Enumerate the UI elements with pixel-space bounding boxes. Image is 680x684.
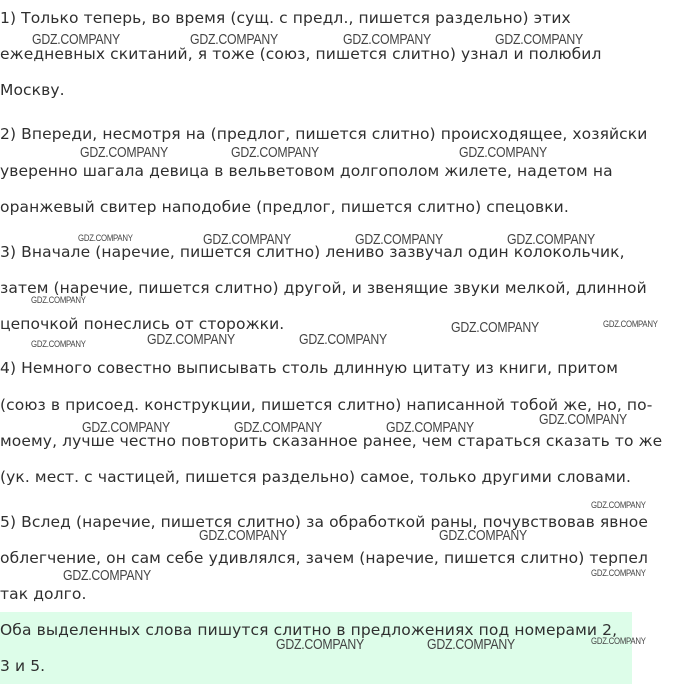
watermark: GDZ.COMPANY <box>82 419 170 436</box>
watermark: GDZ.COMPANY <box>199 527 287 544</box>
paragraph-5-line-3: так долго. <box>0 585 87 603</box>
watermark: GDZ.COMPANY <box>591 500 646 511</box>
watermark: GDZ.COMPANY <box>451 319 539 336</box>
paragraph-2-line-2: уверенно шагала девица в вельветовом долгополом жилете, надетом на <box>0 162 613 180</box>
paragraph-4-line-1: 4) Немного совестно выписывать столь длинную цитату из книги, притом <box>0 359 619 377</box>
watermark: GDZ.COMPANY <box>386 419 474 436</box>
watermark: GDZ.COMPANY <box>439 527 527 544</box>
watermark: GDZ.COMPANY <box>343 31 431 48</box>
watermark: GDZ.COMPANY <box>231 144 319 161</box>
watermark: GDZ.COMPANY <box>78 233 133 244</box>
paragraph-2-line-1: 2) Впереди, несмотря на (предлог, пишется слитно) происходящее, хозяйски <box>0 125 648 143</box>
watermark: GDZ.COMPANY <box>427 636 515 653</box>
watermark: GDZ.COMPANY <box>63 567 151 584</box>
paragraph-2-line-3: оранжевый свитер наподобие (предлог, пишется слитно) спецовки. <box>0 198 569 216</box>
paragraph-4-line-2: (союз в присоед. конструкции, пишется слитно) написанной тобой же, но, по- <box>0 396 653 414</box>
watermark: GDZ.COMPANY <box>190 31 278 48</box>
answer-line-1: Оба выделенных слова пишутся слитно в предложениях под номерами 2, <box>0 621 618 639</box>
paragraph-4-line-4: (ук. мест. с частицей, пишется раздельно) самое, только другими словами. <box>0 468 631 486</box>
paragraph-1-line-2: ежедневных скитаний, я тоже (союз, пишется слитно) узнал и полюбил <box>0 45 602 63</box>
watermark: GDZ.COMPANY <box>591 568 646 579</box>
watermark: GDZ.COMPANY <box>299 331 387 348</box>
answer-line-2: 3 и 5. <box>0 657 46 675</box>
paragraph-3-line-3: цепочкой понеслись от сторожки. <box>0 315 285 333</box>
watermark: GDZ.COMPANY <box>459 144 547 161</box>
watermark: GDZ.COMPANY <box>591 636 646 647</box>
watermark: GDZ.COMPANY <box>603 319 658 330</box>
watermark: GDZ.COMPANY <box>355 231 443 248</box>
watermark: GDZ.COMPANY <box>507 231 595 248</box>
paragraph-3-line-1: 3) Вначале (наречие, пишется слитно) лениво зазвучал один колокольчик, <box>0 243 625 261</box>
paragraph-1-line-3: Москву. <box>0 81 65 99</box>
paragraph-5-line-2: облегчение, он сам себе удивлялся, зачем (наречие, пишется слитно) терпел <box>0 549 648 567</box>
watermark: GDZ.COMPANY <box>31 295 86 306</box>
watermark: GDZ.COMPANY <box>31 339 86 350</box>
watermark: GDZ.COMPANY <box>32 31 120 48</box>
paragraph-3-line-2: затем (наречие, пишется слитно) другой, и звенящие звуки мелкой, длинной <box>0 279 647 297</box>
watermark: GDZ.COMPANY <box>147 331 235 348</box>
watermark: GDZ.COMPANY <box>276 636 364 653</box>
watermark: GDZ.COMPANY <box>234 419 322 436</box>
paragraph-5-line-1: 5) Вслед (наречие, пишется слитно) за обработкой раны, почувствовав явное <box>0 513 648 531</box>
watermark: GDZ.COMPANY <box>203 231 291 248</box>
paragraph-1-line-1: 1) Только теперь, во время (сущ. с предл., пишется раздельно) этих <box>0 9 571 27</box>
watermark: GDZ.COMPANY <box>539 411 627 428</box>
watermark: GDZ.COMPANY <box>495 31 583 48</box>
watermark: GDZ.COMPANY <box>80 144 168 161</box>
paragraph-4-line-3: моему, лучше честно повторить сказанное ранее, чем стараться сказать то же <box>0 432 663 450</box>
